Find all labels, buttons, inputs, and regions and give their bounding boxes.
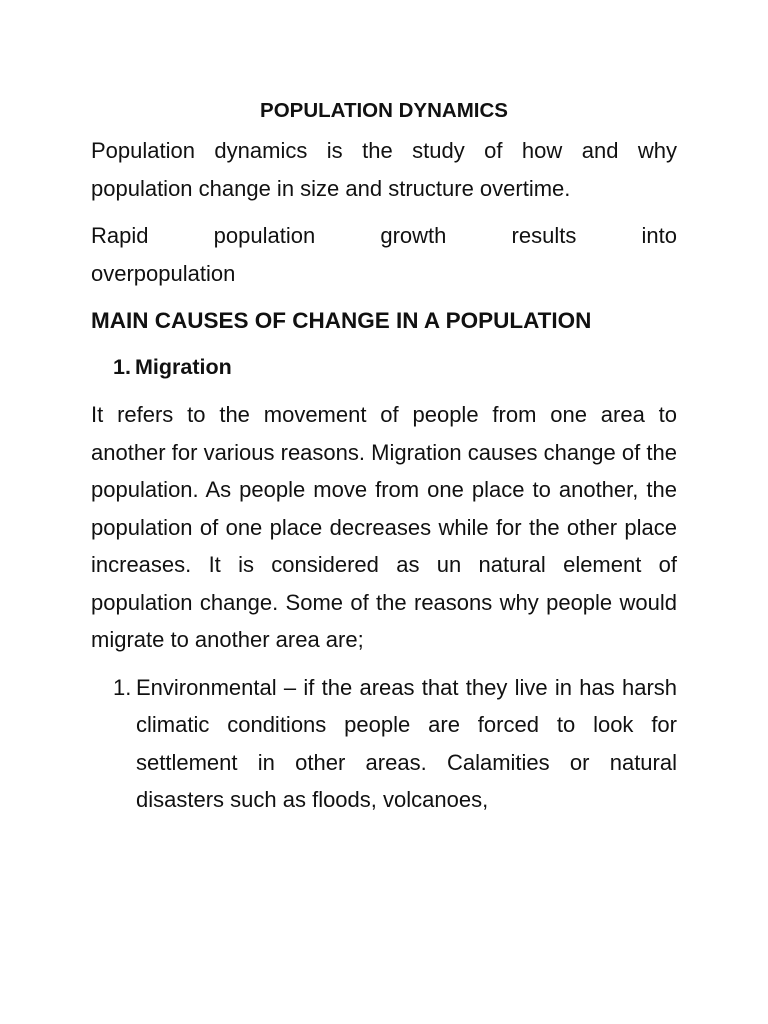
list-item (113, 669, 677, 819)
subsection-label: Migration (135, 355, 232, 379)
spread-word: Rapid (91, 223, 149, 248)
subsection-heading (113, 348, 677, 386)
document-page (91, 92, 677, 819)
subsection-number: 1. (113, 355, 131, 379)
migration-paragraph: It refers to the movement of people from one area to another for various reasons. Migration causes change of the population. As people move from one place to another, the population of one place decreases while for the other place increases. It is considered as un natural element of population change. Some of the reasons why people would migrate to another area are; (91, 402, 677, 652)
spread-word: into (641, 223, 677, 248)
spread-line (91, 217, 677, 255)
spread-word: results (511, 223, 577, 248)
list-item-number: 1. (113, 674, 132, 700)
overpopulation-line: overpopulation (91, 260, 236, 286)
overpopulation-paragraph (91, 217, 677, 292)
spread-word: population (213, 223, 316, 248)
intro-paragraph: Population dynamics is the study of how and why population change in size and structure overtime. (91, 138, 677, 201)
spread-word: growth (380, 223, 447, 248)
list-item-text: Environmental – if the areas that they live in has harsh climatic conditions people are forced to look for settlement in other areas. Calamities or natural disasters such as floods, volcanoes, (136, 674, 677, 812)
document-title: POPULATION DYNAMICS (260, 99, 508, 122)
section-heading: MAIN CAUSES OF CHANGE IN A POPULATION (91, 308, 592, 333)
